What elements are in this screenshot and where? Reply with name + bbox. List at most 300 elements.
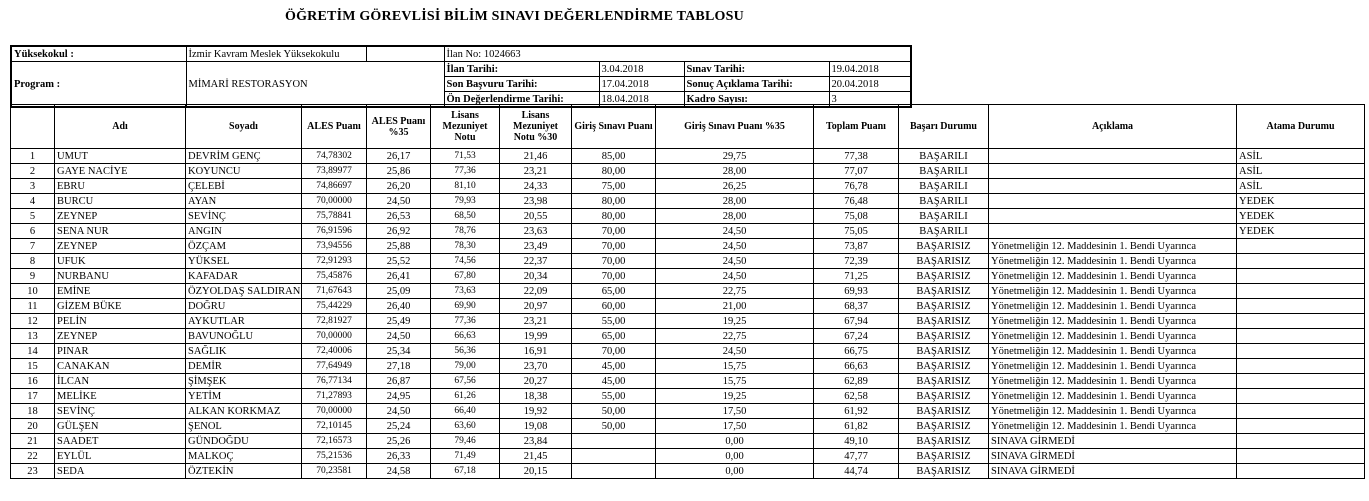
giris-score: 70,00: [572, 254, 656, 269]
giris-score: 75,00: [572, 179, 656, 194]
lisans-score: 78,30: [431, 239, 500, 254]
ilan-tarihi-label: İlan Tarihi:: [444, 62, 599, 77]
ales-35: 26,20: [367, 179, 431, 194]
giris-score: 45,00: [572, 374, 656, 389]
table-row: [11, 179, 1365, 194]
page-title: ÖĞRETİM GÖREVLİSİ BİLİM SINAVI DEĞERLENDİRME TABLOSU: [285, 9, 744, 24]
description: Yönetmeliğin 12. Maddesinin 1. Bendi Uyarınca: [989, 284, 1237, 299]
header-lisans-30: Lisans Mezuniyet Notu %30: [500, 105, 572, 149]
total-score: 77,38: [814, 149, 899, 164]
lisans-score: 77,36: [431, 164, 500, 179]
total-score: 66,75: [814, 344, 899, 359]
ales-score: 70,00000: [302, 194, 367, 209]
lisans-score: 71,49: [431, 449, 500, 464]
row-no: 8: [11, 254, 55, 269]
lisans-30: 23,21: [500, 314, 572, 329]
table-row: [11, 404, 1365, 419]
giris-35: 0,00: [656, 434, 814, 449]
success-status: BAŞARISIZ: [899, 464, 989, 479]
ales-score: 75,78841: [302, 209, 367, 224]
description: Yönetmeliğin 12. Maddesinin 1. Bendi Uyarınca: [989, 239, 1237, 254]
yuksekokul-label: Yüksekokul :: [11, 46, 186, 62]
total-score: 71,25: [814, 269, 899, 284]
table-row: [11, 239, 1365, 254]
table-row: [11, 269, 1365, 284]
giris-35: 28,00: [656, 194, 814, 209]
lisans-30: 20,97: [500, 299, 572, 314]
row-no: 11: [11, 299, 55, 314]
header-soyadi: Soyadı: [186, 105, 302, 149]
assignment-status: [1237, 434, 1365, 449]
lisans-score: 56,36: [431, 344, 500, 359]
success-status: BAŞARISIZ: [899, 359, 989, 374]
ales-score: 71,67643: [302, 284, 367, 299]
success-status: BAŞARILI: [899, 164, 989, 179]
header-giris-35: Giriş Sınavı Puanı %35: [656, 105, 814, 149]
lisans-30: 19,99: [500, 329, 572, 344]
lisans-score: 68,50: [431, 209, 500, 224]
lisans-score: 78,76: [431, 224, 500, 239]
description: [989, 194, 1237, 209]
assignment-status: YEDEK: [1237, 194, 1365, 209]
first-name: MELİKE: [55, 389, 186, 404]
giris-score: 70,00: [572, 344, 656, 359]
header-adi: Adı: [55, 105, 186, 149]
row-no: 9: [11, 269, 55, 284]
lisans-score: 66,63: [431, 329, 500, 344]
first-name: GÜLŞEN: [55, 419, 186, 434]
on-degerlendirme-label: Ön Değerlendirme Tarihi:: [444, 92, 599, 108]
lisans-score: 79,46: [431, 434, 500, 449]
total-score: 49,10: [814, 434, 899, 449]
lisans-30: 23,98: [500, 194, 572, 209]
son-basvuru: 17.04.2018: [599, 77, 684, 92]
assignment-status: [1237, 404, 1365, 419]
first-name: UFUK: [55, 254, 186, 269]
info-table: [10, 45, 912, 108]
assignment-status: [1237, 314, 1365, 329]
ales-35: 26,40: [367, 299, 431, 314]
success-status: BAŞARILI: [899, 194, 989, 209]
description: Yönetmeliğin 12. Maddesinin 1. Bendi Uyarınca: [989, 269, 1237, 284]
total-score: 62,89: [814, 374, 899, 389]
giris-score: 70,00: [572, 269, 656, 284]
assignment-status: ASİL: [1237, 164, 1365, 179]
last-name: BAVUNOĞLU: [186, 329, 302, 344]
success-status: BAŞARISIZ: [899, 299, 989, 314]
table-row: [11, 164, 1365, 179]
ales-35: 26,87: [367, 374, 431, 389]
row-no: 4: [11, 194, 55, 209]
success-status: BAŞARILI: [899, 209, 989, 224]
results-body: [11, 149, 1365, 479]
giris-35: 29,75: [656, 149, 814, 164]
last-name: ŞİMŞEK: [186, 374, 302, 389]
first-name: SENA NUR: [55, 224, 186, 239]
table-row: [11, 329, 1365, 344]
table-row: [11, 299, 1365, 314]
ales-score: 74,78302: [302, 149, 367, 164]
description: Yönetmeliğin 12. Maddesinin 1. Bendi Uyarınca: [989, 404, 1237, 419]
total-score: 75,08: [814, 209, 899, 224]
success-status: BAŞARISIZ: [899, 404, 989, 419]
last-name: DEVRİM GENÇ: [186, 149, 302, 164]
lisans-score: 67,56: [431, 374, 500, 389]
lisans-30: 20,27: [500, 374, 572, 389]
success-status: BAŞARILI: [899, 179, 989, 194]
lisans-30: 20,15: [500, 464, 572, 479]
lisans-score: 74,56: [431, 254, 500, 269]
row-no: 21: [11, 434, 55, 449]
last-name: ANGIN: [186, 224, 302, 239]
ales-score: 75,44229: [302, 299, 367, 314]
total-score: 73,87: [814, 239, 899, 254]
table-row: [11, 464, 1365, 479]
giris-score: 70,00: [572, 239, 656, 254]
first-name: SEDA: [55, 464, 186, 479]
success-status: BAŞARISIZ: [899, 314, 989, 329]
assignment-status: [1237, 329, 1365, 344]
success-status: BAŞARISIZ: [899, 374, 989, 389]
ales-35: 25,09: [367, 284, 431, 299]
giris-35: 21,00: [656, 299, 814, 314]
total-score: 66,63: [814, 359, 899, 374]
first-name: UMUT: [55, 149, 186, 164]
header-row: [11, 105, 1365, 149]
lisans-30: 24,33: [500, 179, 572, 194]
success-status: BAŞARISIZ: [899, 269, 989, 284]
last-name: ŞENOL: [186, 419, 302, 434]
giris-score: 80,00: [572, 164, 656, 179]
last-name: DOĞRU: [186, 299, 302, 314]
success-status: BAŞARISIZ: [899, 329, 989, 344]
sonuc: 20.04.2018: [829, 77, 911, 92]
description: SINAVA GİRMEDİ: [989, 434, 1237, 449]
last-name: KOYUNCU: [186, 164, 302, 179]
success-status: BAŞARILI: [899, 149, 989, 164]
assignment-status: ASİL: [1237, 149, 1365, 164]
giris-score: 85,00: [572, 149, 656, 164]
ales-35: 24,58: [367, 464, 431, 479]
lisans-30: 21,46: [500, 149, 572, 164]
table-row: [11, 314, 1365, 329]
header-ales-35: ALES Puanı %35: [367, 105, 431, 149]
lisans-score: 67,18: [431, 464, 500, 479]
giris-score: 55,00: [572, 389, 656, 404]
lisans-30: 20,34: [500, 269, 572, 284]
giris-score: 60,00: [572, 299, 656, 314]
assignment-status: [1237, 359, 1365, 374]
description: Yönetmeliğin 12. Maddesinin 1. Bendi Uyarınca: [989, 299, 1237, 314]
assignment-status: [1237, 389, 1365, 404]
ales-35: 25,86: [367, 164, 431, 179]
first-name: EMİNE: [55, 284, 186, 299]
ales-35: 25,52: [367, 254, 431, 269]
lisans-30: 22,09: [500, 284, 572, 299]
ales-score: 73,94556: [302, 239, 367, 254]
giris-score: [572, 434, 656, 449]
giris-35: 0,00: [656, 464, 814, 479]
first-name: PINAR: [55, 344, 186, 359]
lisans-score: 66,40: [431, 404, 500, 419]
kadro-label: Kadro Sayısı:: [684, 92, 829, 108]
row-no: 5: [11, 209, 55, 224]
lisans-30: 21,45: [500, 449, 572, 464]
total-score: 47,77: [814, 449, 899, 464]
lisans-score: 67,80: [431, 269, 500, 284]
last-name: ÖZTEKİN: [186, 464, 302, 479]
ales-score: 72,10145: [302, 419, 367, 434]
row-no: 18: [11, 404, 55, 419]
total-score: 76,78: [814, 179, 899, 194]
ales-35: 24,95: [367, 389, 431, 404]
last-name: ÇELEBİ: [186, 179, 302, 194]
last-name: ÖZYOLDAŞ SALDIRAN: [186, 284, 302, 299]
ales-score: 72,91293: [302, 254, 367, 269]
assignment-status: [1237, 269, 1365, 284]
first-name: NURBANU: [55, 269, 186, 284]
last-name: KAFADAR: [186, 269, 302, 284]
sinav-tarihi-label: Sınav Tarihi:: [684, 62, 829, 77]
ales-35: 26,33: [367, 449, 431, 464]
giris-35: 22,75: [656, 329, 814, 344]
lisans-score: 61,26: [431, 389, 500, 404]
row-no: 23: [11, 464, 55, 479]
lisans-30: 23,63: [500, 224, 572, 239]
lisans-30: 19,08: [500, 419, 572, 434]
ales-score: 76,77134: [302, 374, 367, 389]
first-name: GİZEM BÜKE: [55, 299, 186, 314]
giris-score: 45,00: [572, 359, 656, 374]
row-no: 17: [11, 389, 55, 404]
sinav-tarihi: 19.04.2018: [829, 62, 911, 77]
yuksekokul-value: İzmir Kavram Meslek Yüksekokulu: [186, 46, 366, 62]
assignment-status: [1237, 374, 1365, 389]
ales-35: 26,92: [367, 224, 431, 239]
description: Yönetmeliğin 12. Maddesinin 1. Bendi Uyarınca: [989, 359, 1237, 374]
last-name: YÜKSEL: [186, 254, 302, 269]
description: [989, 149, 1237, 164]
header-toplam: Toplam Puanı: [814, 105, 899, 149]
ales-score: 71,27893: [302, 389, 367, 404]
description: [989, 224, 1237, 239]
first-name: ZEYNEP: [55, 329, 186, 344]
lisans-30: 23,70: [500, 359, 572, 374]
giris-score: 70,00: [572, 224, 656, 239]
last-name: ÖZÇAM: [186, 239, 302, 254]
description: Yönetmeliğin 12. Maddesinin 1. Bendi Uyarınca: [989, 254, 1237, 269]
last-name: YETİM: [186, 389, 302, 404]
description: [989, 179, 1237, 194]
lisans-score: 79,00: [431, 359, 500, 374]
ales-score: 70,23581: [302, 464, 367, 479]
first-name: BURCU: [55, 194, 186, 209]
total-score: 77,07: [814, 164, 899, 179]
assignment-status: [1237, 254, 1365, 269]
table-row: [11, 434, 1365, 449]
program-value: MİMARİ RESTORASYON: [186, 62, 444, 108]
total-score: 67,94: [814, 314, 899, 329]
description: SINAVA GİRMEDİ: [989, 464, 1237, 479]
ales-35: 26,41: [367, 269, 431, 284]
lisans-30: 22,37: [500, 254, 572, 269]
description: Yönetmeliğin 12. Maddesinin 1. Bendi Uyarınca: [989, 389, 1237, 404]
row-no: 10: [11, 284, 55, 299]
program-label: Program :: [11, 62, 186, 108]
son-basvuru-label: Son Başvuru Tarihi:: [444, 77, 599, 92]
giris-score: [572, 464, 656, 479]
lisans-score: 73,63: [431, 284, 500, 299]
row-no: 12: [11, 314, 55, 329]
assignment-status: [1237, 344, 1365, 359]
total-score: 72,39: [814, 254, 899, 269]
last-name: AYAN: [186, 194, 302, 209]
assignment-status: YEDEK: [1237, 209, 1365, 224]
total-score: 44,74: [814, 464, 899, 479]
giris-score: 80,00: [572, 209, 656, 224]
ales-score: 72,40006: [302, 344, 367, 359]
assignment-status: YEDEK: [1237, 224, 1365, 239]
giris-score: 50,00: [572, 404, 656, 419]
lisans-30: 23,21: [500, 164, 572, 179]
table-row: [11, 389, 1365, 404]
row-no: 13: [11, 329, 55, 344]
table-row: [11, 194, 1365, 209]
description: Yönetmeliğin 12. Maddesinin 1. Bendi Uyarınca: [989, 314, 1237, 329]
description: [989, 164, 1237, 179]
ales-35: 26,17: [367, 149, 431, 164]
giris-35: 24,50: [656, 254, 814, 269]
giris-score: 80,00: [572, 194, 656, 209]
ales-score: 70,00000: [302, 404, 367, 419]
first-name: PELİN: [55, 314, 186, 329]
ales-score: 72,81927: [302, 314, 367, 329]
ales-score: 74,86697: [302, 179, 367, 194]
header-no: [11, 105, 55, 149]
success-status: BAŞARISIZ: [899, 449, 989, 464]
giris-35: 24,50: [656, 269, 814, 284]
row-no: 1: [11, 149, 55, 164]
success-status: BAŞARISIZ: [899, 239, 989, 254]
giris-35: 15,75: [656, 374, 814, 389]
row-no: 7: [11, 239, 55, 254]
row-no: 16: [11, 374, 55, 389]
header-aciklama: Açıklama: [989, 105, 1237, 149]
first-name: ZEYNEP: [55, 239, 186, 254]
giris-score: 50,00: [572, 419, 656, 434]
first-name: EYLÜL: [55, 449, 186, 464]
success-status: BAŞARISIZ: [899, 254, 989, 269]
first-name: İLCAN: [55, 374, 186, 389]
giris-35: 19,25: [656, 389, 814, 404]
total-score: 76,48: [814, 194, 899, 209]
first-name: SAADET: [55, 434, 186, 449]
table-row: [11, 284, 1365, 299]
header-atama: Atama Durumu: [1237, 105, 1365, 149]
giris-35: 17,50: [656, 404, 814, 419]
table-row: [11, 209, 1365, 224]
table-row: [11, 419, 1365, 434]
last-name: GÜNDOĞDU: [186, 434, 302, 449]
ales-35: 24,50: [367, 404, 431, 419]
ales-score: 70,00000: [302, 329, 367, 344]
row-no: 20: [11, 419, 55, 434]
total-score: 62,58: [814, 389, 899, 404]
row-no: 3: [11, 179, 55, 194]
row-no: 22: [11, 449, 55, 464]
assignment-status: [1237, 239, 1365, 254]
giris-35: 15,75: [656, 359, 814, 374]
row-no: 2: [11, 164, 55, 179]
ales-score: 75,21536: [302, 449, 367, 464]
first-name: CANAKAN: [55, 359, 186, 374]
description: Yönetmeliğin 12. Maddesinin 1. Bendi Uyarınca: [989, 374, 1237, 389]
header-ales: ALES Puanı: [302, 105, 367, 149]
table-row: [11, 224, 1365, 239]
table-row: [11, 374, 1365, 389]
first-name: GAYE NACİYE: [55, 164, 186, 179]
ales-35: 24,50: [367, 329, 431, 344]
header-basari: Başarı Durumu: [899, 105, 989, 149]
lisans-30: 19,92: [500, 404, 572, 419]
success-status: BAŞARISIZ: [899, 434, 989, 449]
giris-score: 55,00: [572, 314, 656, 329]
header-giris: Giriş Sınavı Puanı: [572, 105, 656, 149]
giris-35: 26,25: [656, 179, 814, 194]
assignment-status: [1237, 464, 1365, 479]
table-row: [11, 344, 1365, 359]
description: Yönetmeliğin 12. Maddesinin 1. Bendi Uyarınca: [989, 419, 1237, 434]
ales-35: 26,53: [367, 209, 431, 224]
ales-35: 27,18: [367, 359, 431, 374]
ales-35: 25,24: [367, 419, 431, 434]
assignment-status: [1237, 419, 1365, 434]
ales-35: 24,50: [367, 194, 431, 209]
last-name: ALKAN KORKMAZ: [186, 404, 302, 419]
success-status: BAŞARISIZ: [899, 344, 989, 359]
total-score: 68,37: [814, 299, 899, 314]
giris-score: 65,00: [572, 284, 656, 299]
last-name: MALKOÇ: [186, 449, 302, 464]
giris-35: 19,25: [656, 314, 814, 329]
results-table: [10, 104, 1365, 479]
description: [989, 209, 1237, 224]
assignment-status: [1237, 284, 1365, 299]
ales-35: 25,34: [367, 344, 431, 359]
giris-35: 24,50: [656, 224, 814, 239]
ales-35: 25,49: [367, 314, 431, 329]
giris-35: 28,00: [656, 209, 814, 224]
ales-score: 76,91596: [302, 224, 367, 239]
description: Yönetmeliğin 12. Maddesinin 1. Bendi Uyarınca: [989, 329, 1237, 344]
total-score: 61,92: [814, 404, 899, 419]
lisans-30: 16,91: [500, 344, 572, 359]
success-status: BAŞARILI: [899, 224, 989, 239]
ales-35: 25,88: [367, 239, 431, 254]
ales-score: 73,89977: [302, 164, 367, 179]
ales-score: 77,64949: [302, 359, 367, 374]
ilan-tarihi: 3.04.2018: [599, 62, 684, 77]
row-no: 14: [11, 344, 55, 359]
total-score: 69,93: [814, 284, 899, 299]
giris-35: 0,00: [656, 449, 814, 464]
assignment-status: [1237, 299, 1365, 314]
last-name: SAĞLIK: [186, 344, 302, 359]
lisans-30: 23,84: [500, 434, 572, 449]
success-status: BAŞARISIZ: [899, 284, 989, 299]
total-score: 75,05: [814, 224, 899, 239]
row-no: 15: [11, 359, 55, 374]
